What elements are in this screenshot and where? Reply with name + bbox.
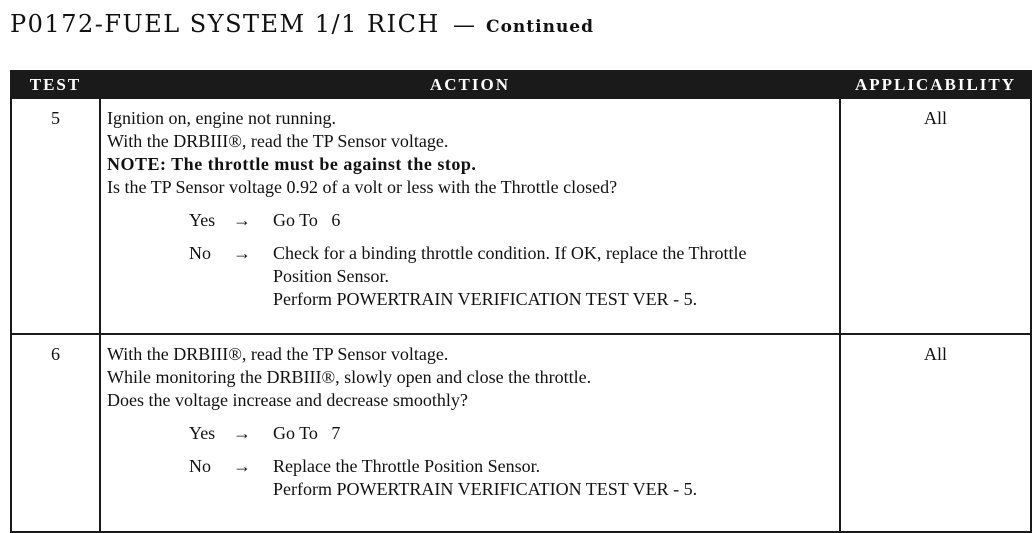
answer-yes-text xyxy=(273,422,833,445)
diagnostic-table xyxy=(10,70,1032,533)
test-number: 5 xyxy=(11,99,100,334)
answer-no xyxy=(189,455,833,501)
action-line: Ignition on, engine not running. xyxy=(107,108,336,128)
action-question: Does the voltage increase and decrease smoothly? xyxy=(107,390,468,410)
right-arrow-icon: → xyxy=(233,210,251,230)
answer-yes-text xyxy=(273,209,833,232)
table-header-row xyxy=(11,70,1031,99)
answer-yes-label: Yes xyxy=(189,210,216,230)
answer-no-text xyxy=(273,455,833,501)
right-arrow-icon: → xyxy=(233,456,251,476)
table-row xyxy=(11,99,1031,334)
header-action: ACTION xyxy=(100,70,840,99)
answer-no-text xyxy=(273,242,833,311)
header-applicability: APPLICABILITY xyxy=(840,70,1031,99)
action-cell xyxy=(100,334,840,532)
page-title xyxy=(10,10,594,38)
right-arrow-icon: → xyxy=(233,423,251,443)
action-question: Is the TP Sensor voltage 0.92 of a volt or less with the Throttle closed? xyxy=(107,177,618,197)
answer-no xyxy=(189,242,833,311)
answer-yes xyxy=(189,209,833,232)
answer-yes-label: Yes xyxy=(189,423,216,443)
header-test: TEST xyxy=(11,70,100,99)
applicability-cell: All xyxy=(840,99,1031,334)
answer-no-label: No xyxy=(189,456,211,476)
action-cell xyxy=(100,99,840,334)
page-title-continued: Continued xyxy=(486,17,595,37)
answer-yes-line: Go To 7 xyxy=(273,423,341,443)
answer-yes xyxy=(189,422,833,445)
table-row xyxy=(11,334,1031,532)
answer-no-line: Replace the Throttle Position Sensor. xyxy=(273,456,541,476)
action-note: NOTE: The throttle must be against the stop. xyxy=(107,154,477,174)
test-number: 6 xyxy=(11,334,100,532)
right-arrow-icon: → xyxy=(233,243,251,263)
action-line: While monitoring the DRBIII®, slowly open and close the throttle. xyxy=(107,367,592,387)
answer-no-label: No xyxy=(189,243,211,263)
answer-yes-line: Go To 6 xyxy=(273,210,341,230)
page-title-main: P0172-FUEL SYSTEM 1/1 RICH xyxy=(10,10,440,38)
answer-no-line: Perform POWERTRAIN VERIFICATION TEST VER - 5. xyxy=(273,479,698,499)
answer-no-line: Perform POWERTRAIN VERIFICATION TEST VER - 5. xyxy=(273,289,698,309)
action-line: With the DRBIII®, read the TP Sensor voltage. xyxy=(107,131,449,151)
page-title-separator: — xyxy=(452,13,475,38)
answer-no-line: Check for a binding throttle condition. If OK, replace the Throttle xyxy=(273,243,747,263)
action-line: With the DRBIII®, read the TP Sensor voltage. xyxy=(107,344,449,364)
applicability-cell: All xyxy=(840,334,1031,532)
answer-no-line: Position Sensor. xyxy=(273,266,390,286)
